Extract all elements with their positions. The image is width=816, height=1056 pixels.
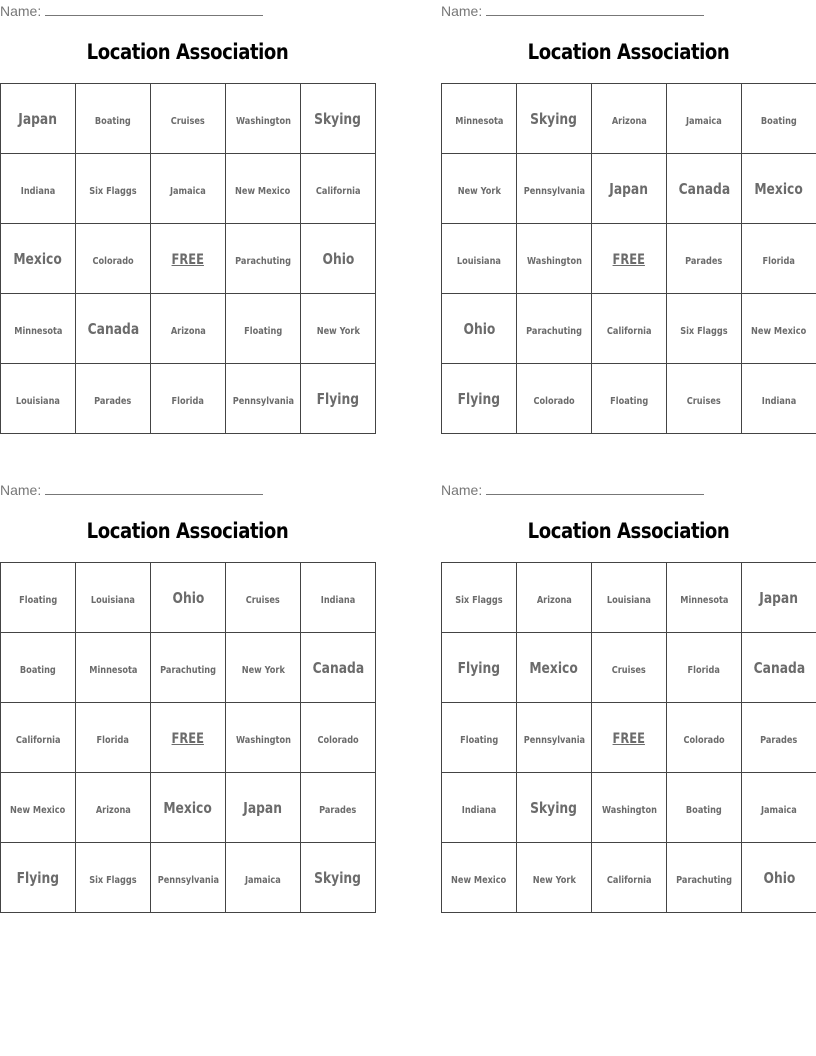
bingo-cell (1, 773, 76, 843)
bingo-grid (0, 562, 376, 913)
bingo-cell (517, 224, 592, 294)
cell-label: FREE (171, 252, 205, 268)
bingo-cell (226, 294, 301, 364)
bingo-card-4 (441, 479, 816, 914)
grid-row (442, 843, 816, 913)
name-blank-line (486, 482, 704, 495)
cell-label: Six Flaggs (680, 326, 728, 337)
bingo-cell (442, 154, 517, 224)
bingo-cell (151, 773, 226, 843)
bingo-cell (442, 843, 517, 913)
card-title: Location Association (86, 40, 289, 64)
grid-row (442, 154, 816, 224)
bingo-cell (151, 364, 226, 434)
cell-label: Ohio (322, 250, 354, 268)
cell-label: Arizona (611, 116, 647, 127)
cell-label: Florida (96, 735, 130, 746)
bingo-cell (592, 843, 667, 913)
cell-label: Six Flaggs (89, 875, 137, 886)
cell-label: New Mexico (235, 186, 291, 197)
cell-label: Parades (319, 805, 357, 816)
cell-label: Floating (459, 735, 499, 746)
bingo-cell (76, 364, 151, 434)
bingo-cell (301, 773, 376, 843)
cell-label: Six Flaggs (455, 595, 503, 606)
cell-label: Cruises (170, 116, 206, 127)
bingo-cell (226, 364, 301, 434)
bingo-cell (517, 154, 592, 224)
cell-label: Japan (18, 110, 58, 128)
free-space-cell (151, 224, 226, 294)
bingo-cell (76, 563, 151, 633)
cell-label: Mexico (13, 250, 63, 268)
bingo-cell (1, 364, 76, 434)
cell-label: Washington (526, 256, 582, 267)
cell-label: Boating (761, 116, 797, 127)
bingo-cell (742, 84, 816, 154)
cell-label: Ohio (763, 869, 795, 887)
bingo-cell (226, 224, 301, 294)
cell-label: Indiana (761, 396, 797, 407)
name-blank-line (486, 3, 704, 16)
cell-label: Jamaica (170, 186, 206, 197)
cell-label: Arizona (170, 326, 206, 337)
grid-row (442, 703, 816, 773)
bingo-cell (442, 224, 517, 294)
cell-label: Arizona (536, 595, 572, 606)
bingo-cell (442, 364, 517, 434)
bingo-cell (592, 294, 667, 364)
bingo-cell (301, 294, 376, 364)
cell-label: New York (532, 875, 576, 886)
bingo-cell (742, 294, 816, 364)
cell-label: Indiana (461, 805, 497, 816)
cell-label: California (315, 186, 361, 197)
bingo-cell (442, 773, 517, 843)
cell-label: Six Flaggs (89, 186, 137, 197)
cell-label: Skying (314, 869, 362, 887)
bingo-cell (76, 773, 151, 843)
cell-label: Canada (678, 180, 730, 198)
cell-label: Minnesota (13, 326, 63, 337)
bingo-cell (1, 703, 76, 773)
bingo-cell (301, 224, 376, 294)
bingo-cell (301, 563, 376, 633)
bingo-cell (226, 703, 301, 773)
cell-label: Florida (171, 396, 205, 407)
bingo-grid (441, 83, 816, 434)
bingo-cell (592, 364, 667, 434)
cell-label: Parachuting (676, 875, 732, 886)
name-blank-line (45, 482, 263, 495)
bingo-grid (441, 562, 816, 913)
name-field (0, 482, 263, 498)
bingo-cell (226, 633, 301, 703)
card-title: Location Association (527, 519, 730, 543)
cell-label: Japan (759, 589, 799, 607)
bingo-cell (517, 364, 592, 434)
cell-label: Japan (243, 799, 283, 817)
free-space-cell (592, 703, 667, 773)
cell-label: Skying (530, 799, 578, 817)
bingo-cell (226, 563, 301, 633)
bingo-cell (517, 703, 592, 773)
grid-row (1, 294, 376, 364)
cell-label: FREE (171, 731, 205, 747)
bingo-cell (301, 154, 376, 224)
grid-row (1, 843, 376, 913)
cell-label: Jamaica (761, 805, 797, 816)
name-blank-line (45, 3, 263, 16)
cell-label: Japan (609, 180, 649, 198)
bingo-cell (592, 563, 667, 633)
cell-label: FREE (612, 252, 646, 268)
cell-label: California (15, 735, 61, 746)
cell-label: Parachuting (160, 665, 216, 676)
bingo-cell (151, 294, 226, 364)
bingo-cell (667, 154, 742, 224)
card-title: Location Association (86, 519, 289, 543)
grid-row (1, 633, 376, 703)
bingo-cell (667, 224, 742, 294)
bingo-cell (667, 703, 742, 773)
free-space-cell (592, 224, 667, 294)
bingo-cell (151, 154, 226, 224)
bingo-cell (76, 84, 151, 154)
grid-row (1, 84, 376, 154)
bingo-card-1 (0, 0, 375, 435)
bingo-cell (742, 633, 816, 703)
grid-row (1, 563, 376, 633)
cell-label: Flying (457, 659, 501, 677)
bingo-cell (742, 154, 816, 224)
bingo-cell (742, 364, 816, 434)
grid-row (1, 224, 376, 294)
cell-label: Ohio (463, 320, 495, 338)
bingo-cell (76, 843, 151, 913)
grid-row (442, 563, 816, 633)
bingo-cell (517, 84, 592, 154)
bingo-cell (742, 703, 816, 773)
cell-label: Canada (753, 659, 805, 677)
cell-label: Washington (601, 805, 657, 816)
bingo-cell (442, 633, 517, 703)
bingo-cell (1, 563, 76, 633)
cell-label: Indiana (320, 595, 356, 606)
cell-label: Colorado (317, 735, 359, 746)
bingo-cell (226, 773, 301, 843)
cell-label: Ohio (172, 589, 204, 607)
cell-label: Floating (609, 396, 649, 407)
card-title: Location Association (527, 40, 730, 64)
bingo-cell (742, 773, 816, 843)
name-field (441, 482, 704, 498)
cell-label: California (606, 875, 652, 886)
cell-label: Louisiana (15, 396, 61, 407)
bingo-cell (301, 843, 376, 913)
cell-label: Canada (312, 659, 364, 677)
cell-label: FREE (612, 731, 646, 747)
cell-label: Cruises (611, 665, 647, 676)
bingo-cell (667, 633, 742, 703)
bingo-cell (667, 294, 742, 364)
bingo-card-2 (441, 0, 816, 435)
grid-row (1, 364, 376, 434)
cell-label: Flying (16, 869, 60, 887)
bingo-cell (226, 84, 301, 154)
bingo-cell (151, 633, 226, 703)
cell-label: Parades (94, 396, 132, 407)
cell-label: Louisiana (456, 256, 502, 267)
bingo-cell (742, 563, 816, 633)
cell-label: Colorado (533, 396, 575, 407)
bingo-cell (76, 294, 151, 364)
bingo-cell (226, 843, 301, 913)
bingo-cell (667, 843, 742, 913)
cell-label: Canada (87, 320, 139, 338)
name-label: Name: (0, 482, 42, 498)
cell-label: Floating (243, 326, 283, 337)
cell-label: Mexico (529, 659, 579, 677)
cell-label: Parades (760, 735, 798, 746)
bingo-cell (592, 633, 667, 703)
cell-label: Washington (235, 116, 291, 127)
cell-label: New Mexico (751, 326, 807, 337)
name-label: Name: (441, 3, 483, 19)
name-field (441, 3, 704, 19)
bingo-cell (1, 843, 76, 913)
cell-label: Jamaica (686, 116, 722, 127)
bingo-cell (442, 84, 517, 154)
bingo-cell (1, 633, 76, 703)
name-label: Name: (0, 3, 42, 19)
grid-row (442, 773, 816, 843)
cell-label: Skying (530, 110, 578, 128)
grid-row (442, 224, 816, 294)
bingo-cell (742, 224, 816, 294)
cell-label: Colorado (92, 256, 134, 267)
cell-label: Pennsylvania (157, 875, 220, 886)
grid-row (1, 154, 376, 224)
grid-row (442, 633, 816, 703)
cell-label: New Mexico (10, 805, 66, 816)
bingo-cell (76, 703, 151, 773)
cell-label: Pennsylvania (232, 396, 295, 407)
cell-label: Boating (20, 665, 56, 676)
grid-row (442, 294, 816, 364)
name-label: Name: (441, 482, 483, 498)
grid-row (1, 773, 376, 843)
bingo-cell (1, 84, 76, 154)
bingo-cell (151, 563, 226, 633)
cell-label: Louisiana (606, 595, 652, 606)
cell-label: Minnesota (454, 116, 504, 127)
bingo-cell (517, 773, 592, 843)
grid-row (442, 364, 816, 434)
bingo-cell (667, 364, 742, 434)
bingo-cell (1, 154, 76, 224)
cell-label: Jamaica (245, 875, 281, 886)
cell-label: Pennsylvania (523, 735, 586, 746)
bingo-cell (76, 154, 151, 224)
cell-label: New York (457, 186, 501, 197)
cell-label: Mexico (163, 799, 213, 817)
cell-label: Parachuting (526, 326, 582, 337)
cell-label: Florida (762, 256, 796, 267)
cell-label: Colorado (683, 735, 725, 746)
bingo-cell (151, 843, 226, 913)
bingo-cell (442, 294, 517, 364)
cell-label: Louisiana (90, 595, 136, 606)
bingo-cell (592, 84, 667, 154)
cell-label: Flying (316, 390, 360, 408)
bingo-cell (667, 563, 742, 633)
cell-label: Flying (457, 390, 501, 408)
bingo-cell (592, 773, 667, 843)
cell-label: Arizona (95, 805, 131, 816)
bingo-cell (517, 633, 592, 703)
cell-label: Minnesota (679, 595, 729, 606)
cell-label: Parades (685, 256, 723, 267)
cell-label: Cruises (686, 396, 722, 407)
bingo-cell (442, 703, 517, 773)
cell-label: Indiana (20, 186, 56, 197)
grid-row (1, 703, 376, 773)
bingo-cell (76, 633, 151, 703)
bingo-cell (151, 84, 226, 154)
bingo-cell (592, 154, 667, 224)
cell-label: Floating (18, 595, 58, 606)
bingo-cell (226, 154, 301, 224)
bingo-cell (517, 294, 592, 364)
cell-label: California (606, 326, 652, 337)
bingo-cell (76, 224, 151, 294)
bingo-cell (1, 224, 76, 294)
cell-label: New York (241, 665, 285, 676)
grid-row (442, 84, 816, 154)
bingo-cell (667, 84, 742, 154)
name-field (0, 3, 263, 19)
cell-label: New Mexico (451, 875, 507, 886)
bingo-cell (1, 294, 76, 364)
bingo-cell (442, 563, 517, 633)
cell-label: Skying (314, 110, 362, 128)
bingo-cell (301, 84, 376, 154)
cell-label: Florida (687, 665, 721, 676)
cell-label: Mexico (754, 180, 804, 198)
cell-label: New York (316, 326, 360, 337)
cell-label: Boating (686, 805, 722, 816)
cell-label: Cruises (245, 595, 281, 606)
bingo-cell (667, 773, 742, 843)
cell-label: Minnesota (88, 665, 138, 676)
free-space-cell (151, 703, 226, 773)
cell-label: Washington (235, 735, 291, 746)
bingo-cell (301, 364, 376, 434)
bingo-cell (301, 703, 376, 773)
cell-label: Parachuting (235, 256, 291, 267)
bingo-grid (0, 83, 376, 434)
bingo-card-3 (0, 479, 375, 914)
bingo-cell (517, 843, 592, 913)
bingo-cell (517, 563, 592, 633)
cell-label: Boating (95, 116, 131, 127)
bingo-cell (742, 843, 816, 913)
cell-label: Pennsylvania (523, 186, 586, 197)
bingo-cell (301, 633, 376, 703)
